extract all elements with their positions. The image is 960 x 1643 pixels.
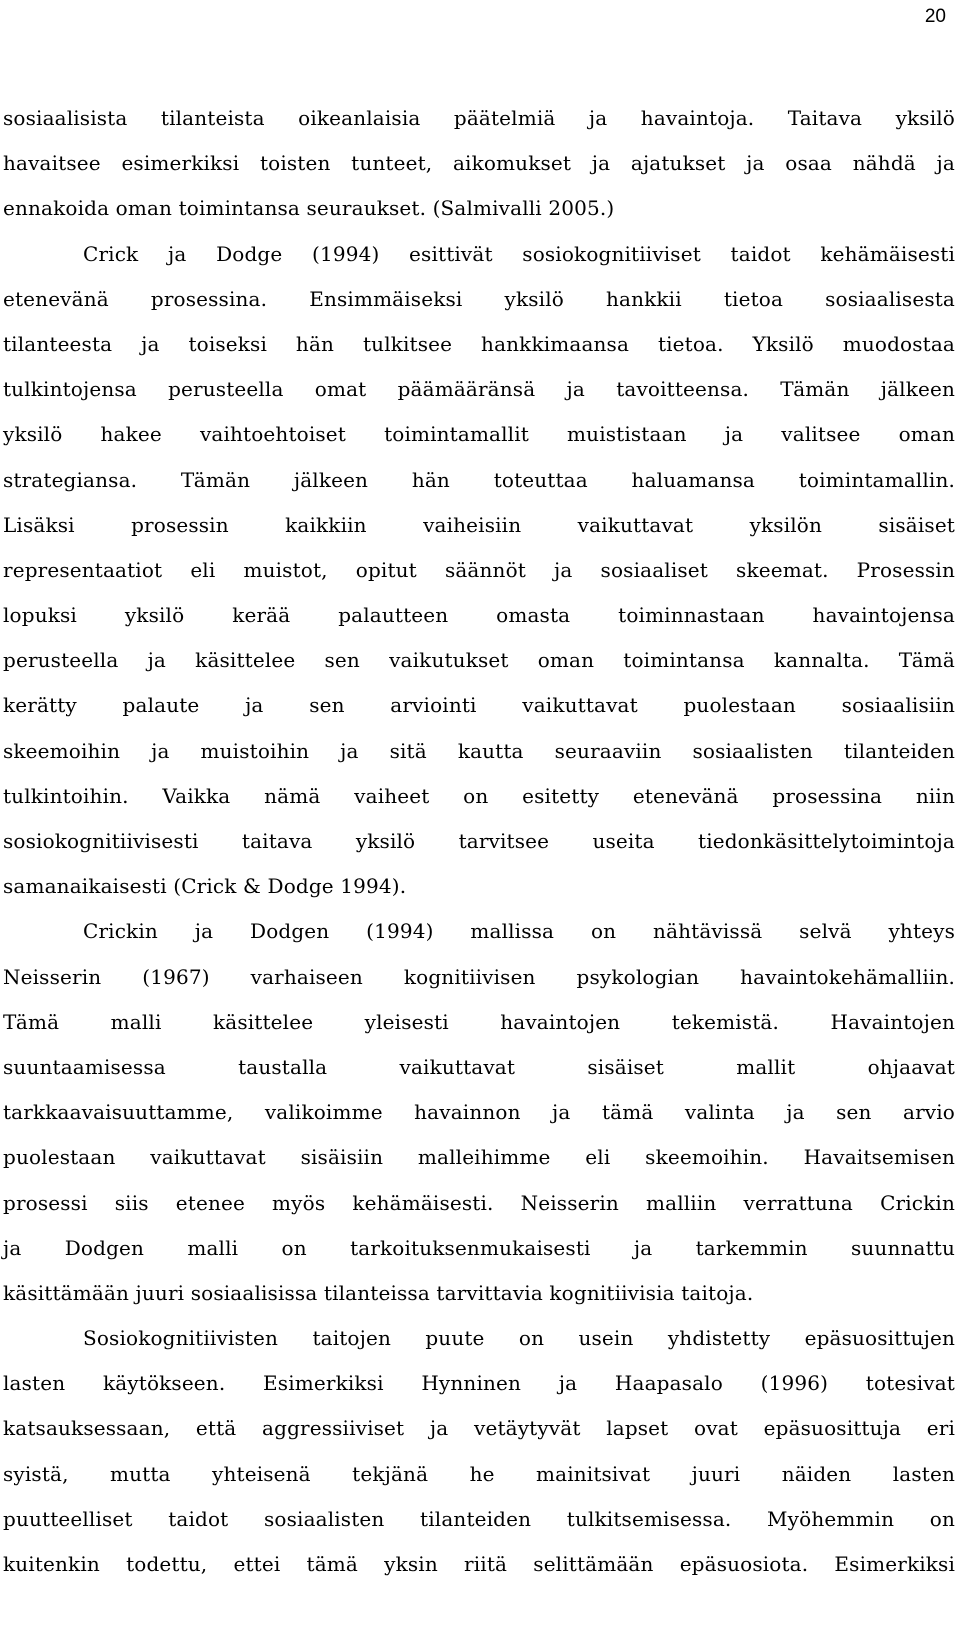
text-line: lasten käytökseen. Esimerkiksi Hynninen ja Haapasalo (1996) totesivat [3,1371,955,1396]
text-line: perusteella ja käsittelee sen vaikutukset oman toimintansa kannalta. Tämä [3,648,955,673]
text-line: tulkintojensa perusteella omat päämääränsä ja tavoitteensa. Tämän jälkeen [3,377,955,402]
text-line: Sosiokognitiivisten taitojen puute on usein yhdistetty epäsuosittujen [83,1326,955,1351]
text-line: lopuksi yksilö kerää palautteen omasta toiminnastaan havaintojensa [3,603,955,628]
paragraph [3,232,955,910]
page-number: 20 [924,6,946,27]
text-line: prosessi siis etenee myös kehämäisesti. Neisserin malliin verrattuna Crickin [3,1190,955,1215]
text-line: strategiansa. Tämän jälkeen hän toteuttaa haluamansa toimintamallin. [3,467,955,492]
paragraph [3,909,955,1316]
text-line: Lisäksi prosessin kaikkiin vaiheisiin vaikuttavat yksilön sisäiset [3,512,955,537]
text-line: etenevänä prosessina. Ensimmäiseksi yksilö hankkii tietoa sosiaalisesta [3,286,955,311]
text-line: sosiokognitiivisesti taitava yksilö tarvitsee useita tiedonkäsittelytoimintoja [3,829,955,853]
paragraph [3,96,955,232]
body-text [3,96,955,1587]
text-line: havaitsee esimerkiksi toisten tunteet, aikomukset ja ajatukset ja osaa nähdä ja [3,151,955,176]
text-line: puolestaan vaikuttavat sisäisiin malleihimme eli skeemoihin. Havaitsemisen [3,1145,955,1170]
text-line: ennakoida oman toimintansa seuraukset. (Salmivalli 2005.) [3,196,615,221]
paragraph [3,1316,955,1587]
text-line: kerätty palaute ja sen arviointi vaikuttavat puolestaan sosiaalisiin [3,693,955,718]
text-line: Tämä malli käsittelee yleisesti havaintojen tekemistä. Havaintojen [3,1009,955,1034]
text-line: yksilö hakee vaihtoehtoiset toimintamallit muististaan ja valitsee oman [3,422,955,447]
text-line: kuitenkin todettu, ettei tämä yksin riitä selittämään epäsuosiota. Esimerkiksi [3,1552,955,1576]
text-line: tilanteesta ja toiseksi hän tulkitsee hankkimaansa tietoa. Yksilö muodostaa [3,331,955,356]
text-line: sosiaalisista tilanteista oikeanlaisia päätelmiä ja havaintoja. Taitava yksilö [3,106,955,130]
text-line: tulkintoihin. Vaikka nämä vaiheet on esitetty etenevänä prosessina niin [3,783,955,808]
text-line: suuntaamisessa taustalla vaikuttavat sisäiset mallit ohjaavat [3,1054,955,1079]
text-line: tarkkaavaisuuttamme, valikoimme havainnon ja tämä valinta ja sen arvio [3,1100,955,1125]
text-line: käsittämään juuri sosiaalisissa tilanteissa tarvittavia kognitiivisia taitoja. [3,1280,754,1305]
text-line: Crick ja Dodge (1994) esittivät sosiokognitiiviset taidot kehämäisesti [83,241,955,266]
text-line: ja Dodgen malli on tarkoituksenmukaisesti ja tarkemmin suunnattu [3,1235,955,1260]
text-line: representaatiot eli muistot, opitut säännöt ja sosiaaliset skeemat. Prosessin [3,557,955,582]
text-line: Crickin ja Dodgen (1994) mallissa on nähtävissä selvä yhteys [83,919,955,944]
text-line: samanaikaisesti (Crick & Dodge 1994). [3,874,407,899]
text-line: puutteelliset taidot sosiaalisten tilanteiden tulkitsemisessa. Myöhemmin on [3,1506,955,1531]
text-line: syistä, mutta yhteisenä tekjänä he mainitsivat juuri näiden lasten [3,1461,955,1486]
text-line: katsauksessaan, että aggressiiviset ja vetäytyvät lapset ovat epäsuosittuja eri [3,1416,955,1441]
text-line: skeemoihin ja muistoihin ja sitä kautta seuraaviin sosiaalisten tilanteiden [3,738,955,763]
text-line: Neisserin (1967) varhaiseen kognitiivisen psykologian havaintokehämalliin. [3,964,955,989]
